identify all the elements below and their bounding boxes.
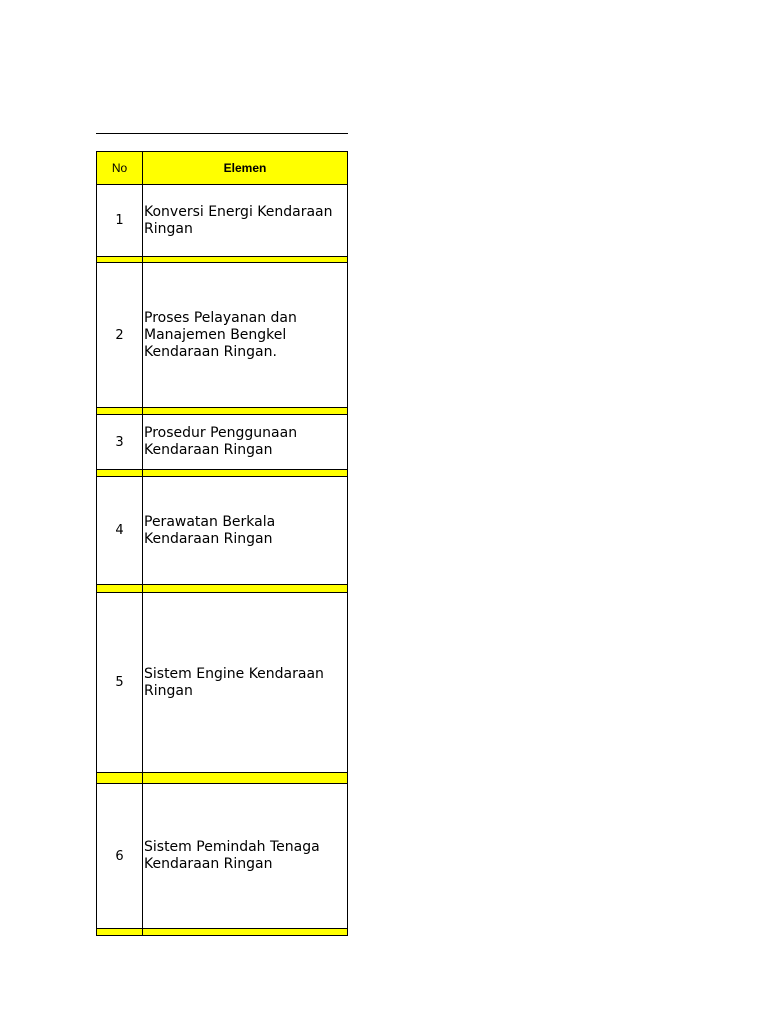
table-row bbox=[97, 185, 348, 257]
separator-row bbox=[97, 408, 348, 415]
row-element: Sistem Engine Kendaraan Ringan bbox=[143, 593, 348, 773]
table-header-row bbox=[97, 152, 348, 185]
row-element: Sistem Pemindah Tenaga Kendaraan Ringan bbox=[143, 784, 348, 929]
row-element: Konversi Energi Kendaraan Ringan bbox=[143, 185, 348, 257]
row-number: 6 bbox=[97, 784, 143, 929]
table-row bbox=[97, 263, 348, 408]
separator-row bbox=[97, 773, 348, 784]
table-row bbox=[97, 784, 348, 929]
separator-row bbox=[97, 929, 348, 936]
row-element: Proses Pelayanan dan Manajemen Bengkel Kendaraan Ringan. bbox=[143, 263, 348, 408]
row-number: 2 bbox=[97, 263, 143, 408]
row-number: 4 bbox=[97, 477, 143, 585]
row-number: 1 bbox=[97, 185, 143, 257]
element-table bbox=[96, 151, 348, 936]
table-row bbox=[97, 477, 348, 585]
separator-row bbox=[97, 470, 348, 477]
header-no: No bbox=[97, 152, 143, 185]
row-number: 3 bbox=[97, 415, 143, 470]
separator-row bbox=[97, 585, 348, 593]
row-number: 5 bbox=[97, 593, 143, 773]
top-rule bbox=[96, 133, 348, 134]
row-element: Prosedur Penggunaan Kendaraan Ringan bbox=[143, 415, 348, 470]
table-row bbox=[97, 593, 348, 773]
header-element: Elemen bbox=[143, 152, 348, 185]
row-element: Perawatan Berkala Kendaraan Ringan bbox=[143, 477, 348, 585]
table-row bbox=[97, 415, 348, 470]
